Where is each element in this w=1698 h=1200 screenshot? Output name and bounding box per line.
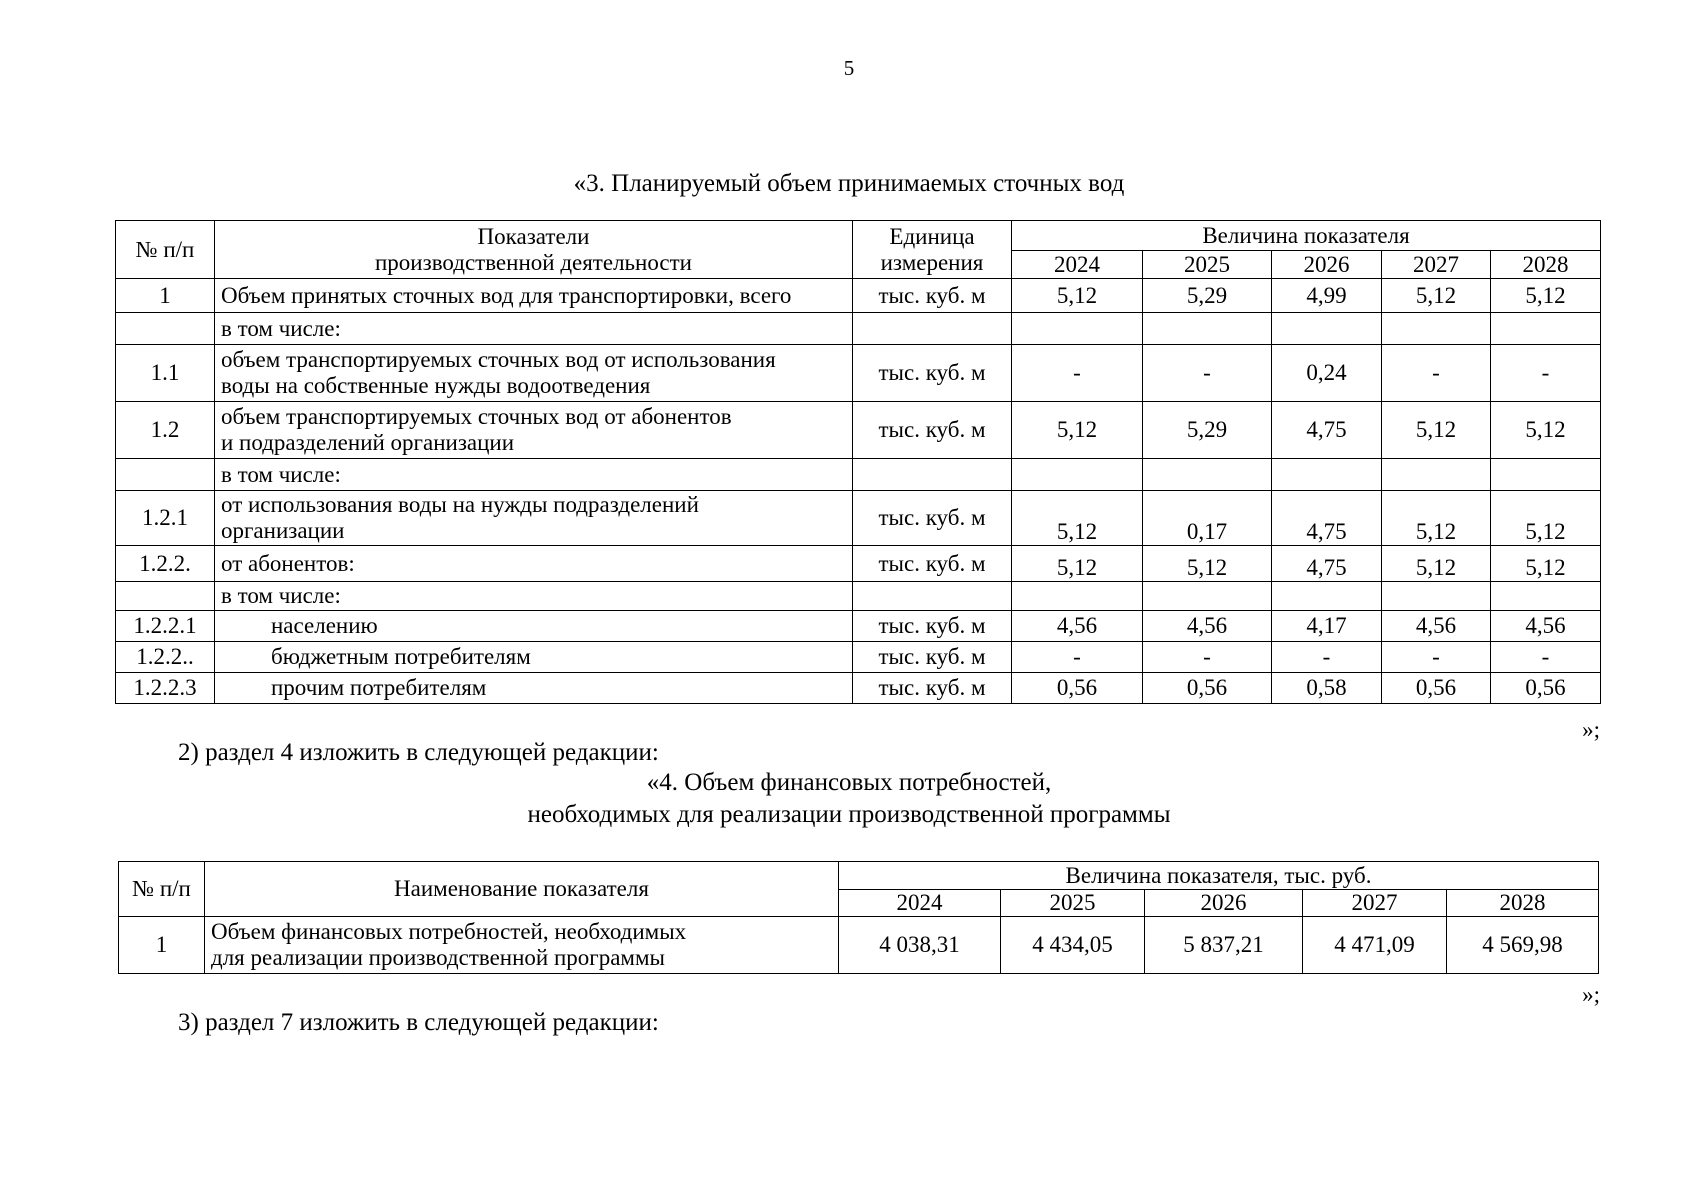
- row-value: 5,29: [1143, 402, 1272, 459]
- header-unit-line2: измерения: [880, 249, 984, 275]
- header-unit-line1: Единица: [889, 223, 975, 249]
- row-num: 1.2.1: [116, 491, 215, 546]
- row-label: Объем принятых сточных вод для транспортировки, всего: [215, 279, 853, 313]
- section4-closing-quote: »;: [1582, 982, 1600, 1007]
- row-label-line2: воды на собственные нужды водоотведения: [221, 373, 651, 398]
- row-unit: тыс. куб. м: [853, 279, 1012, 313]
- row-value: 5,29: [1143, 279, 1272, 313]
- row-value: 4 471,09: [1303, 917, 1447, 974]
- row-label: населению: [215, 611, 853, 642]
- row-unit: тыс. куб. м: [853, 402, 1012, 459]
- row-value: 5,12: [1382, 546, 1491, 582]
- row-num: 1.2.2.: [116, 546, 215, 582]
- header-name: Наименование показателя: [205, 862, 839, 917]
- header-indicator-line1: Показатели: [477, 223, 590, 249]
- header-year: 2026: [1145, 890, 1303, 917]
- row-value: [1143, 459, 1272, 491]
- header-year: 2025: [1143, 251, 1272, 279]
- header-num: № п/п: [116, 221, 215, 279]
- row-value: 4,75: [1272, 402, 1382, 459]
- row-value: [1491, 459, 1601, 491]
- table-row: [119, 917, 1599, 974]
- row-label-line2: для реализации производственной программы: [211, 945, 665, 970]
- row-value: -: [1143, 642, 1272, 673]
- row-num: 1.2.2.3: [116, 673, 215, 704]
- row-value: 0,24: [1272, 345, 1382, 402]
- row-label: [205, 917, 839, 974]
- row-label-line2: и подразделений организации: [221, 430, 515, 455]
- row-value: [1491, 582, 1601, 611]
- row-value: -: [1491, 642, 1601, 673]
- row-label: в том числе:: [215, 313, 853, 345]
- row-value: -: [1382, 642, 1491, 673]
- row-value: 4,75: [1272, 491, 1382, 546]
- header-year: 2028: [1447, 890, 1599, 917]
- row-value: [1012, 582, 1143, 611]
- row-value: [1491, 313, 1601, 345]
- row-value: [1272, 313, 1382, 345]
- header-year: 2027: [1382, 251, 1491, 279]
- row-label-line2: организации: [221, 518, 345, 543]
- row-value: 5,12: [1382, 279, 1491, 313]
- header-year: 2024: [839, 890, 1001, 917]
- header-value-group: Величина показателя: [1012, 221, 1601, 251]
- row-value: 0,56: [1143, 673, 1272, 704]
- financial-needs-table: [118, 861, 1599, 974]
- row-value: 5,12: [1012, 546, 1143, 582]
- paragraph-3: 3) раздел 7 изложить в следующей редакции:: [178, 1009, 659, 1036]
- table-row: [116, 345, 1601, 402]
- row-value: 4,56: [1012, 611, 1143, 642]
- table-row: [116, 673, 1601, 704]
- row-value: 0,58: [1272, 673, 1382, 704]
- row-label: в том числе:: [215, 459, 853, 491]
- wastewater-volume-table: [115, 220, 1601, 704]
- row-value: 4,17: [1272, 611, 1382, 642]
- table-row: [116, 546, 1601, 582]
- row-label: в том числе:: [215, 582, 853, 611]
- row-label: прочим потребителям: [215, 673, 853, 704]
- paragraph-2: 2) раздел 4 изложить в следующей редакции:: [178, 739, 659, 766]
- row-num: 1: [119, 917, 205, 974]
- row-value: -: [1143, 345, 1272, 402]
- header-year: 2024: [1012, 251, 1143, 279]
- row-value: [1012, 313, 1143, 345]
- row-label-line1: объем транспортируемых сточных вод от использования: [221, 347, 776, 372]
- row-value: [1272, 459, 1382, 491]
- row-unit: [853, 313, 1012, 345]
- row-num: [116, 459, 215, 491]
- table-row: [116, 642, 1601, 673]
- row-num: 1.2.2.1: [116, 611, 215, 642]
- row-num: 1.2.2..: [116, 642, 215, 673]
- table-row: [116, 279, 1601, 313]
- row-label-line1: Объем финансовых потребностей, необходимых: [211, 919, 687, 944]
- row-num: [116, 313, 215, 345]
- row-unit: тыс. куб. м: [853, 611, 1012, 642]
- table-header-row: [119, 862, 1599, 890]
- row-label: от абонентов:: [215, 546, 853, 582]
- row-value: [1382, 313, 1491, 345]
- header-indicator-line2: производственной деятельности: [375, 249, 692, 275]
- section3-closing-quote: »;: [1582, 717, 1600, 742]
- row-num: 1.1: [116, 345, 215, 402]
- row-value: [1272, 582, 1382, 611]
- page-number: 5: [843, 56, 855, 80]
- row-unit: тыс. куб. м: [853, 642, 1012, 673]
- header-year: 2028: [1491, 251, 1601, 279]
- row-value: [1382, 582, 1491, 611]
- row-num: 1: [116, 279, 215, 313]
- row-value: 4,56: [1491, 611, 1601, 642]
- row-value: 0,17: [1143, 491, 1272, 546]
- row-value: -: [1012, 642, 1143, 673]
- row-value: [1012, 459, 1143, 491]
- header-year: 2026: [1272, 251, 1382, 279]
- row-label: [215, 491, 853, 546]
- row-value: 4 569,98: [1447, 917, 1599, 974]
- row-value: -: [1272, 642, 1382, 673]
- row-value: 5,12: [1491, 491, 1601, 546]
- row-value: -: [1012, 345, 1143, 402]
- row-value: 5,12: [1012, 279, 1143, 313]
- table-row: [116, 611, 1601, 642]
- row-unit: тыс. куб. м: [853, 673, 1012, 704]
- row-label: [215, 402, 853, 459]
- row-value: 4 434,05: [1001, 917, 1145, 974]
- row-value: 5 837,21: [1145, 917, 1303, 974]
- row-value: 4,99: [1272, 279, 1382, 313]
- row-unit: [853, 459, 1012, 491]
- row-value: 5,12: [1382, 491, 1491, 546]
- row-unit: тыс. куб. м: [853, 345, 1012, 402]
- section4-title-line2: необходимых для реализации производственной программы: [527, 801, 1171, 828]
- table-header-row: [116, 221, 1601, 251]
- header-year: 2027: [1303, 890, 1447, 917]
- row-value: 5,12: [1491, 546, 1601, 582]
- row-value: 0,56: [1491, 673, 1601, 704]
- row-value: 5,12: [1382, 402, 1491, 459]
- row-value: -: [1491, 345, 1601, 402]
- row-value: 5,12: [1143, 546, 1272, 582]
- row-value: 5,12: [1491, 402, 1601, 459]
- row-num: [116, 582, 215, 611]
- header-unit: [853, 221, 1012, 279]
- row-value: 5,12: [1012, 402, 1143, 459]
- row-value: 0,56: [1012, 673, 1143, 704]
- row-num: 1.2: [116, 402, 215, 459]
- row-value: 4,56: [1143, 611, 1272, 642]
- header-num: № п/п: [119, 862, 205, 917]
- row-label: бюджетным потребителям: [215, 642, 853, 673]
- section3-title: «3. Планируемый объем принимаемых сточных вод: [573, 170, 1125, 197]
- table-row: [116, 491, 1601, 546]
- row-value: 5,12: [1491, 279, 1601, 313]
- row-unit: [853, 582, 1012, 611]
- table-row: [116, 459, 1601, 491]
- header-year: 2025: [1001, 890, 1145, 917]
- row-value: 4,75: [1272, 546, 1382, 582]
- row-value: [1143, 313, 1272, 345]
- section4-title-line1: «4. Объем финансовых потребностей,: [646, 769, 1052, 796]
- row-value: -: [1382, 345, 1491, 402]
- row-label-line1: объем транспортируемых сточных вод от абонентов: [221, 404, 732, 429]
- row-value: 4,56: [1382, 611, 1491, 642]
- row-unit: тыс. куб. м: [853, 491, 1012, 546]
- table-row: [116, 313, 1601, 345]
- row-value: 0,56: [1382, 673, 1491, 704]
- row-value: [1382, 459, 1491, 491]
- header-value-group: Величина показателя, тыс. руб.: [839, 862, 1599, 890]
- header-indicator: [215, 221, 853, 279]
- table-row: [116, 402, 1601, 459]
- row-value: 5,12: [1012, 491, 1143, 546]
- row-label: [215, 345, 853, 402]
- row-unit: тыс. куб. м: [853, 546, 1012, 582]
- row-value: [1143, 582, 1272, 611]
- row-label-line1: от использования воды на нужды подразделений: [221, 492, 699, 517]
- row-value: 4 038,31: [839, 917, 1001, 974]
- table-row: [116, 582, 1601, 611]
